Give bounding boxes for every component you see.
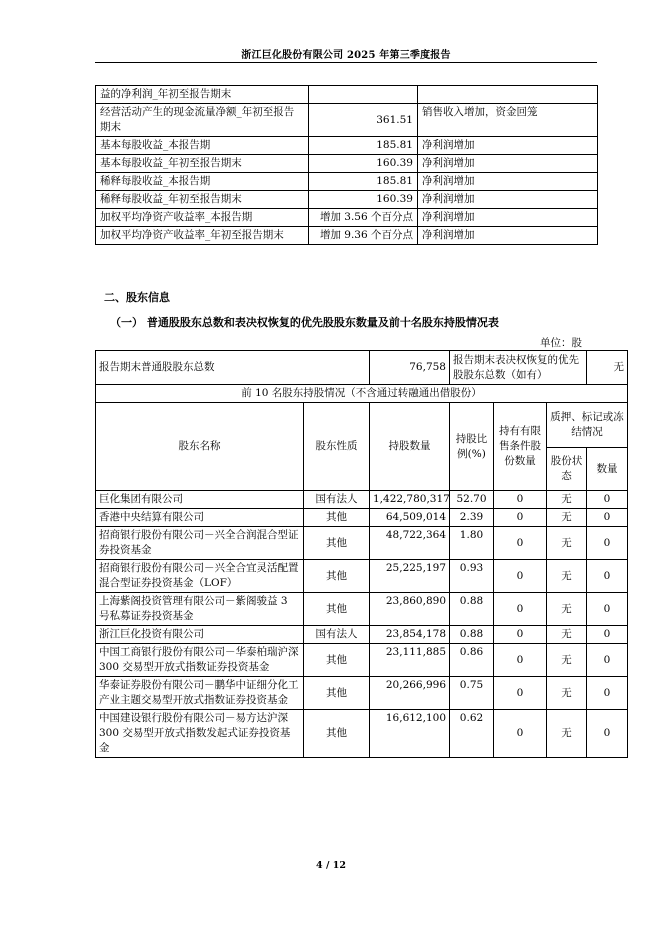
holder-nature: 其他 (304, 710, 370, 758)
table-row (96, 137, 598, 155)
holder-name: 华泰证券股份有限公司－鹏华中证细分化工产业主题交易型开放式指数证券投资基金 (96, 677, 304, 710)
holder-ratio: 0.88 (450, 593, 494, 626)
holder-status: 无 (547, 677, 587, 710)
holder-nature: 国有法人 (304, 626, 370, 644)
holder-nature: 其他 (304, 509, 370, 527)
holder-pledge-qty: 0 (587, 527, 628, 560)
item-cell: 稀释每股收益_本报告期 (96, 173, 309, 191)
holder-qty: 16,612,100 (370, 710, 450, 758)
holder-qty: 23,854,178 (370, 626, 450, 644)
table-row (96, 173, 598, 191)
preferred-holders-value: 无 (587, 351, 628, 385)
holder-ratio: 0.62 (450, 710, 494, 758)
total-holders-label: 报告期末普通股股东总数 (96, 351, 370, 385)
table-row (96, 86, 598, 104)
reason-cell: 净利润增加 (418, 155, 598, 173)
page-number: 4 / 12 (316, 860, 346, 871)
top10-title: 前 10 名股东持股情况（不含通过转融通出借股份） (96, 385, 628, 403)
subsection-title: （一） 普通股股东总数和表决权恢复的优先股股东数量及前十名股东持股情况表 (110, 316, 499, 329)
value-cell: 361.51 (309, 104, 418, 137)
holder-pledge-qty: 0 (587, 677, 628, 710)
table-row (96, 560, 628, 593)
holder-status: 无 (547, 626, 587, 644)
financial-change-table (95, 85, 598, 245)
item-cell: 加权平均净资产收益率_本报告期 (96, 209, 309, 227)
reason-cell: 净利润增加 (418, 227, 598, 245)
reason-cell (418, 86, 598, 104)
holder-restricted: 0 (494, 509, 547, 527)
holder-qty: 23,860,890 (370, 593, 450, 626)
holder-pledge-qty: 0 (587, 710, 628, 758)
value-cell: 185.81 (309, 137, 418, 155)
holder-status: 无 (547, 509, 587, 527)
value-cell: 160.39 (309, 155, 418, 173)
holder-name: 中国建设银行股份有限公司－易方达沪深 300 交易型开放式指数发起式证券投资基金 (96, 710, 304, 758)
holder-name: 中国工商银行股份有限公司－华泰柏瑞沪深 300 交易型开放式指数证券投资基金 (96, 644, 304, 677)
value-cell: 185.81 (309, 173, 418, 191)
holder-ratio: 0.93 (450, 560, 494, 593)
holder-ratio: 0.75 (450, 677, 494, 710)
col-header-name: 股东名称 (96, 403, 304, 491)
table-row (96, 209, 598, 227)
holder-name: 招商银行股份有限公司－兴全合宜灵活配置混合型证券投资基金（LOF） (96, 560, 304, 593)
holder-qty: 48,722,364 (370, 527, 450, 560)
col-header-nature: 股东性质 (304, 403, 370, 491)
col-header-pledge-status: 股份状态 (547, 448, 587, 491)
holder-pledge-qty: 0 (587, 509, 628, 527)
holder-restricted: 0 (494, 491, 547, 509)
holder-pledge-qty: 0 (587, 560, 628, 593)
holder-name: 招商银行股份有限公司－兴全合润混合型证券投资基金 (96, 527, 304, 560)
col-header-qty: 持股数量 (370, 403, 450, 491)
value-cell: 160.39 (309, 191, 418, 209)
top10-title-row (96, 385, 628, 403)
page-header: 浙江巨化股份有限公司 2025 年第三季度报告 (241, 50, 451, 61)
holder-status: 无 (547, 644, 587, 677)
col-header-pledge-qty: 数量 (587, 448, 628, 491)
holder-nature: 其他 (304, 644, 370, 677)
header-row (96, 403, 628, 448)
item-cell: 稀释每股收益_年初至报告期末 (96, 191, 309, 209)
header-rule (95, 62, 597, 63)
col-header-restricted: 持有有限售条件股份数量 (494, 403, 547, 491)
holder-ratio: 0.86 (450, 644, 494, 677)
holder-nature: 国有法人 (304, 491, 370, 509)
holder-pledge-qty: 0 (587, 593, 628, 626)
col-header-pledge: 质押、标记或冻结情况 (547, 403, 628, 448)
value-cell: 增加 3.56 个百分点 (309, 209, 418, 227)
holder-restricted: 0 (494, 644, 547, 677)
holder-status: 无 (547, 593, 587, 626)
holder-nature: 其他 (304, 593, 370, 626)
holder-ratio: 52.70 (450, 491, 494, 509)
holder-qty: 23,111,885 (370, 644, 450, 677)
holder-restricted: 0 (494, 560, 547, 593)
value-cell (309, 86, 418, 104)
reason-cell: 净利润增加 (418, 191, 598, 209)
holder-qty: 20,266,996 (370, 677, 450, 710)
preferred-holders-label: 报告期末表决权恢复的优先股股东总数（如有） (450, 351, 587, 385)
table-row (96, 509, 628, 527)
holder-restricted: 0 (494, 677, 547, 710)
holder-name: 浙江巨化投资有限公司 (96, 626, 304, 644)
table-row (96, 104, 598, 137)
section-title: 二、股东信息 (104, 291, 170, 304)
reason-cell: 销售收入增加，资金回笼 (418, 104, 598, 137)
holder-ratio: 0.88 (450, 626, 494, 644)
holder-ratio: 1.80 (450, 527, 494, 560)
holder-status: 无 (547, 710, 587, 758)
item-cell: 加权平均净资产收益率_年初至报告期末 (96, 227, 309, 245)
holder-restricted: 0 (494, 593, 547, 626)
table-row (96, 593, 628, 626)
col-header-ratio: 持股比例(%) (450, 403, 494, 491)
item-cell: 经营活动产生的现金流量净额_年初至报告期末 (96, 104, 309, 137)
item-cell: 基本每股收益_本报告期 (96, 137, 309, 155)
reason-cell: 净利润增加 (418, 209, 598, 227)
holder-status: 无 (547, 560, 587, 593)
holder-name: 香港中央结算有限公司 (96, 509, 304, 527)
holder-nature: 其他 (304, 677, 370, 710)
holder-qty: 1,422,780,317 (370, 491, 450, 509)
table-row (96, 710, 628, 758)
table-row (96, 644, 628, 677)
holder-restricted: 0 (494, 710, 547, 758)
holder-ratio: 2.39 (450, 509, 494, 527)
holder-qty: 64,509,014 (370, 509, 450, 527)
holder-pledge-qty: 0 (587, 491, 628, 509)
holder-pledge-qty: 0 (587, 626, 628, 644)
holder-name: 上海紫阁投资管理有限公司－紫阁骏益 3 号私募证券投资基金 (96, 593, 304, 626)
table-row (96, 527, 628, 560)
holder-status: 无 (547, 527, 587, 560)
holder-nature: 其他 (304, 560, 370, 593)
holder-pledge-qty: 0 (587, 644, 628, 677)
holder-restricted: 0 (494, 527, 547, 560)
reason-cell: 净利润增加 (418, 137, 598, 155)
item-cell: 基本每股收益_年初至报告期末 (96, 155, 309, 173)
table-row (96, 491, 628, 509)
item-cell: 益的净利润_年初至报告期末 (96, 86, 309, 104)
holder-name: 巨化集团有限公司 (96, 491, 304, 509)
reason-cell: 净利润增加 (418, 173, 598, 191)
table-row (96, 626, 628, 644)
value-cell: 增加 9.36 个百分点 (309, 227, 418, 245)
table-row (96, 227, 598, 245)
summary-row (96, 351, 628, 385)
shareholders-table (95, 350, 628, 758)
table-row (96, 677, 628, 710)
holder-qty: 25,225,197 (370, 560, 450, 593)
total-holders-value: 76,758 (370, 351, 450, 385)
holder-restricted: 0 (494, 626, 547, 644)
table-row (96, 155, 598, 173)
holder-status: 无 (547, 491, 587, 509)
table-row (96, 191, 598, 209)
unit-label: 单位：股 (540, 337, 582, 349)
holder-nature: 其他 (304, 527, 370, 560)
